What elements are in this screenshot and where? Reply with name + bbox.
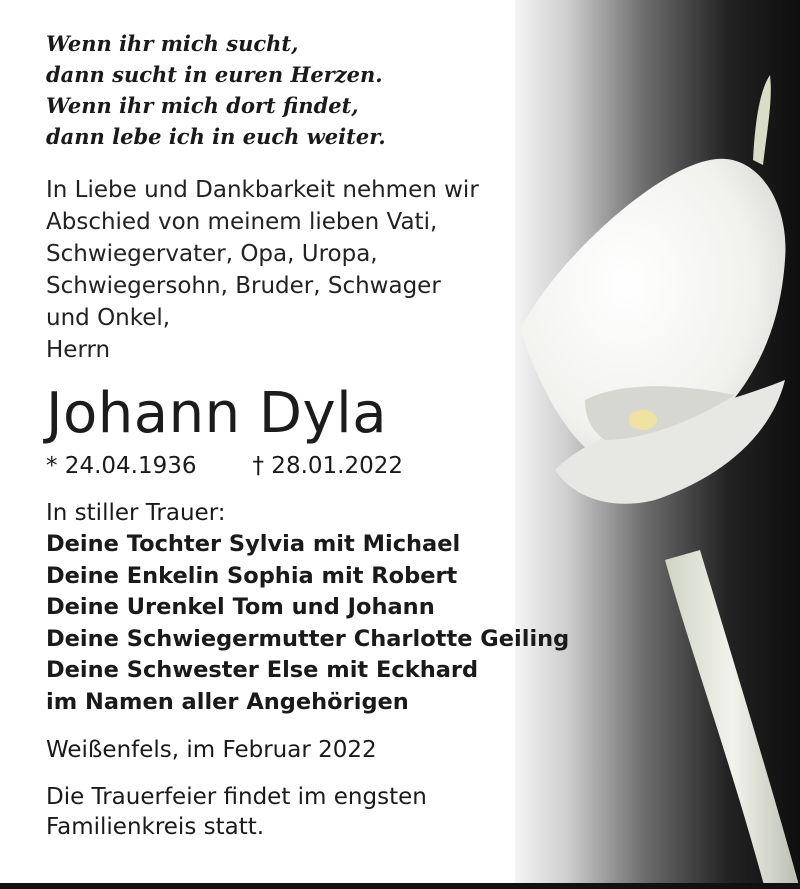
funeral-note-line: Familienkreis statt. — [46, 814, 265, 840]
farewell-line: Abschied von meinem lieben Vati, — [46, 209, 438, 235]
spadix-shape — [629, 410, 657, 430]
life-dates — [46, 450, 606, 482]
poem-line: dann lebe ich in euch weiter. — [46, 124, 386, 149]
mourners-list — [46, 529, 606, 718]
place-and-date: Weißenfels, im Februar 2022 — [46, 737, 377, 763]
farewell-text — [46, 174, 606, 366]
funeral-note — [46, 782, 606, 842]
mourner-line: Deine Urenkel Tom und Johann — [46, 594, 435, 620]
bottom-border — [0, 883, 800, 889]
farewell-line: In Liebe und Dankbarkeit nehmen wir — [46, 177, 479, 203]
mourners-heading: In stiller Trauer: — [46, 500, 226, 526]
poem-line: dann sucht in euren Herzen. — [46, 62, 383, 87]
birth-date: * 24.04.1936 — [46, 453, 197, 479]
funeral-note-line: Die Trauerfeier findet im engsten — [46, 784, 427, 810]
poem — [46, 28, 606, 152]
deceased-name: Johann Dyla — [46, 381, 388, 446]
farewell-line: Herrn — [46, 337, 111, 363]
petal-tip-shape — [753, 75, 771, 165]
poem-line: Wenn ihr mich sucht, — [46, 31, 299, 56]
mourner-line: im Namen aller Angehörigen — [46, 688, 409, 715]
mourner-line: Deine Schwester Else mit Eckhard — [46, 657, 479, 683]
mourner-line: Deine Enkelin Sophia mit Robert — [46, 562, 458, 589]
farewell-line: Schwiegervater, Opa, Uropa, — [46, 241, 378, 267]
farewell-line: und Onkel, — [46, 305, 171, 331]
stem-shape — [665, 550, 800, 889]
mourner-line: Deine Tochter Sylvia mit Michael — [46, 531, 461, 557]
poem-line: Wenn ihr mich dort findet, — [46, 93, 359, 118]
farewell-line: Schwiegersohn, Bruder, Schwager — [46, 273, 441, 299]
death-date: † 28.01.2022 — [252, 453, 403, 479]
mourner-line: Deine Schwiegermutter Charlotte Geiling — [46, 625, 570, 652]
notice-text — [46, 28, 606, 842]
